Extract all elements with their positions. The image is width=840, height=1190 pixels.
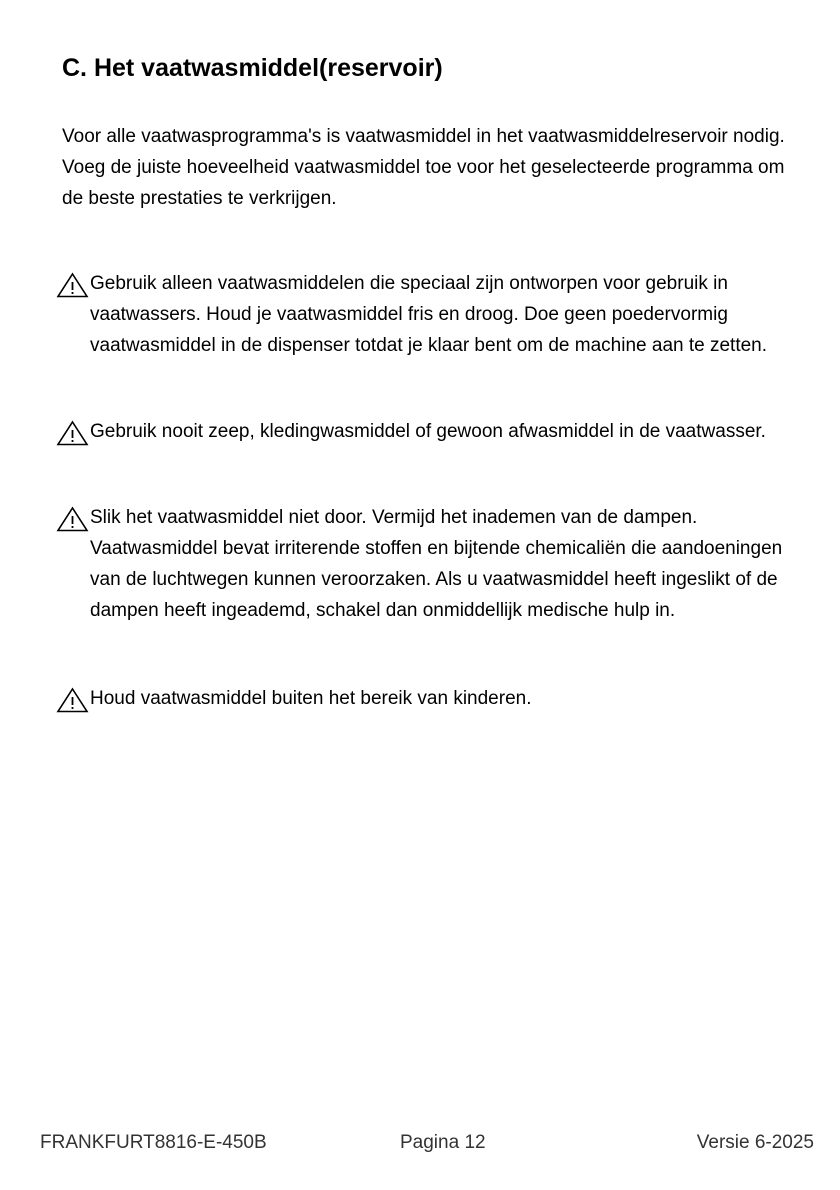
warning-text: Gebruik nooit zeep, kledingwasmiddel of gewoon afwasmiddel in de vaatwasser. <box>90 421 766 442</box>
footer-model-number: FRANKFURT8816-E-450B <box>40 1132 267 1153</box>
page-title: C. Het vaatwasmiddel(reservoir) <box>62 54 443 82</box>
warning-triangle-icon <box>56 272 89 298</box>
warning-triangle-icon <box>56 420 89 446</box>
footer-version: Versie 6-2025 <box>696 1132 814 1153</box>
warning-triangle-icon <box>56 506 89 532</box>
warning-text: Houd vaatwasmiddel buiten het bereik van kinderen. <box>90 688 532 709</box>
warning-triangle-icon <box>56 687 89 713</box>
intro-paragraph: Voor alle vaatwasprogramma's is vaatwasmiddel in het vaatwasmiddelreservoir nodig. Voeg de juiste hoeveelheid vaatwasmiddel toe voor het geselecteerde programma om de beste prestaties te verkrijgen. <box>62 126 785 209</box>
warning-item <box>56 683 801 714</box>
footer-page-number: Pagina 12 <box>400 1132 486 1153</box>
warning-item <box>56 268 801 361</box>
warning-item <box>56 416 801 447</box>
warning-item <box>56 502 801 626</box>
warning-text: Slik het vaatwasmiddel niet door. Vermijd het inademen van de dampen. Vaatwasmiddel bevat irriterende stoffen en bijtende chemicaliën die aandoeningen van de luchtwegen kunnen veroorzaken. Als u vaatwasmiddel heeft ingeslikt of de dampen heeft ingeademd, schakel dan onmiddellijk medische hulp in. <box>90 507 783 621</box>
warning-text: Gebruik alleen vaatwasmiddelen die speciaal zijn ontworpen voor gebruik in vaatwassers. Houd je vaatwasmiddel fris en droog. Doe geen poedervormig vaatwasmiddel in de dispenser totdat je klaar bent om de machine aan te zetten. <box>90 273 768 356</box>
